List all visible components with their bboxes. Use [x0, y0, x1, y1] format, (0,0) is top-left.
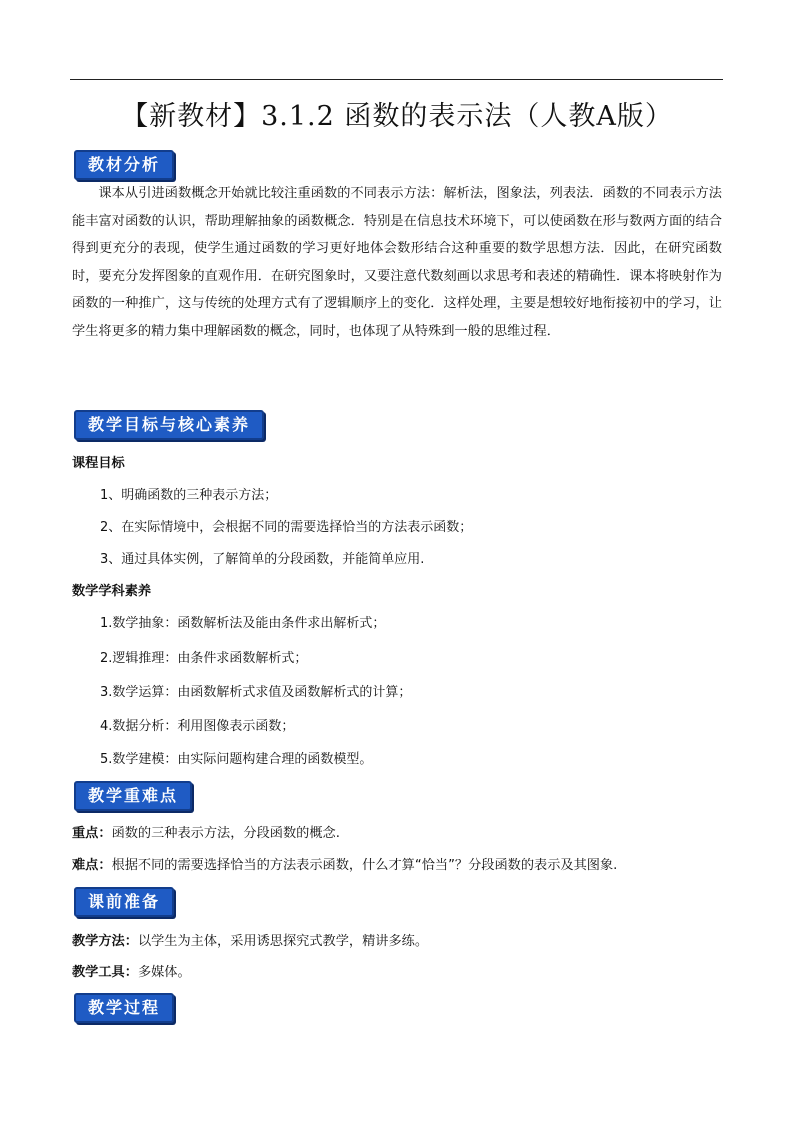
difficulty-line — [72, 854, 617, 873]
teaching-method-text: 以学生为主体，采用诱思探究式教学，精讲多练。 — [137, 934, 429, 949]
difficulty-text: 根据不同的需要选择恰当的方法表示函数，什么才算“恰当”？分段函数的表示及其图象. — [111, 858, 618, 873]
section-badge-analysis: 教材分析 — [74, 150, 174, 180]
section-badge-goals: 教学目标与核心素养 — [74, 410, 264, 440]
course-goal-item: 2、在实际情境中，会根据不同的需要选择恰当的方法表示函数； — [100, 520, 473, 535]
teaching-tool-text: 多媒体。 — [137, 965, 191, 980]
header-rule — [70, 79, 723, 80]
section-badge-keypoints: 教学重难点 — [74, 781, 192, 811]
analysis-paragraph: 课本从引进函数概念开始就比较注重函数的不同表示方法：解析法，图象法，列表法．函数的不同表示方法能丰富对函数的认识，帮助理解抽象的函数概念．特别是在信息技术环境下，可以使函数在形与数两方面的结合得到更充分的表现，使学生通过函数的学习更好地体会数形结合这种重要的数学思想方法．因此，在研究函数时，要充分发挥图象的直观作用．在研究图象时，又要注意代数刻画以求思考和表述的精确性．课本将映射作为函数的一种推广，这与传统的处理方式有了逻辑顺序上的变化．这样处理，主要是想较好地衔接初中的学习，让学生将更多的精力集中理解函数的概念，同时，也体现了从特殊到一般的思维过程． — [72, 186, 722, 339]
course-goal-item: 1、明确函数的三种表示方法； — [100, 488, 278, 503]
literacy-item: 2.逻辑推理：由条件求函数解析式； — [100, 651, 308, 666]
difficulty-label: 难点： — [72, 858, 112, 873]
literacy-item: 3.数学运算：由函数解析式求值及函数解析式的计算； — [100, 685, 412, 700]
literacy-item: 1.数学抽象：函数解析法及能由条件求出解析式； — [100, 616, 386, 631]
literacy-item: 4.数据分析：利用图像表示函数； — [100, 719, 295, 734]
section-badge-prep: 课前准备 — [74, 887, 174, 917]
key-point-text: 函数的三种表示方法，分段函数的概念. — [111, 826, 340, 841]
teaching-tool-label: 教学工具： — [72, 965, 138, 980]
teaching-method-line — [72, 930, 428, 949]
key-point-label: 重点： — [72, 826, 112, 841]
course-goals-heading: 课程目标 — [72, 456, 125, 471]
literacy-heading: 数学学科素养 — [72, 584, 152, 599]
literacy-item: 5.数学建模：由实际问题构建合理的函数模型。 — [100, 752, 373, 767]
document-title: 【新教材】3.1.2 函数的表示法（人教A版） — [121, 101, 673, 132]
key-point-line — [72, 822, 340, 841]
section-badge-process: 教学过程 — [74, 993, 174, 1023]
course-goal-item: 3、通过具体实例，了解简单的分段函数，并能简单应用. — [100, 552, 425, 567]
teaching-tool-line — [72, 961, 191, 980]
teaching-method-label: 教学方法： — [72, 934, 138, 949]
